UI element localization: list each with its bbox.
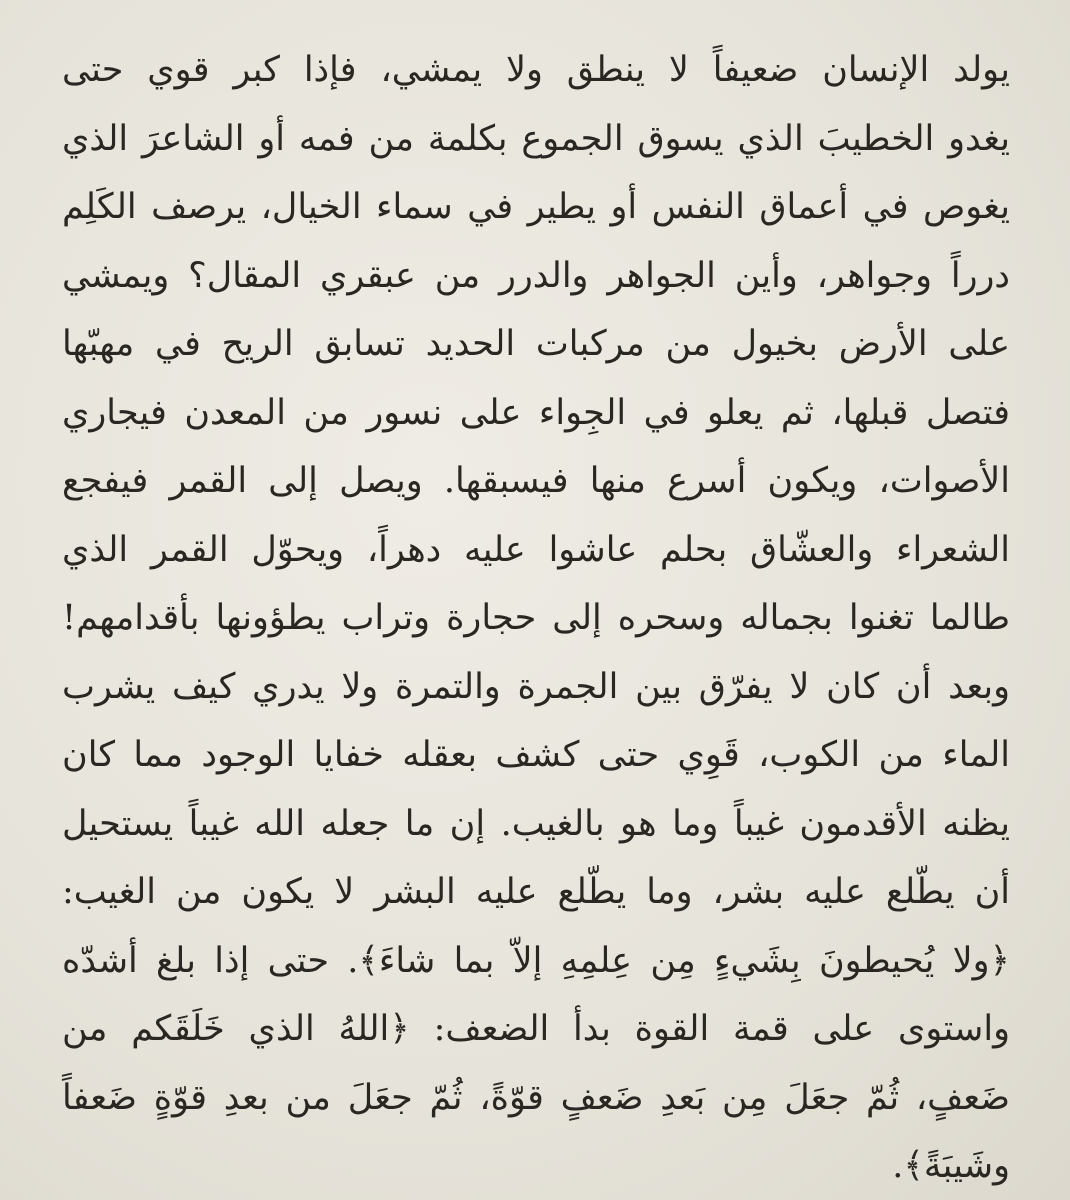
text-line-9: طالما تغنوا بجماله وسحره إلى حجارة وتراب يطؤونها بأقدامهم! (62, 598, 1010, 638)
text-line-15: واستوى على قمة القوة بدأ الضعف: ﴿اللهُ الذي خَلَقَكم من (62, 1009, 1010, 1049)
paragraph-text (62, 36, 1010, 1200)
text-line-3: يغوص في أعماق النفس أو يطير في سماء الخيال، يرصف الكَلِم (62, 187, 1010, 227)
text-line-5: على الأرض بخيول من مركبات الحديد تسابق الريح في مهبّها (62, 324, 1010, 364)
text-line-17: وشَيبَةً﴾. (892, 1146, 1010, 1186)
text-line-10: وبعد أن كان لا يفرّق بين الجمرة والتمرة ولا يدري كيف يشرب (62, 666, 1010, 707)
text-line-12: يظنه الأقدمون غيباً وما هو بالغيب. إن ما جعله الله غيباً يستحيل (62, 803, 1010, 844)
text-line-7: الأصوات، ويكون أسرع منها فيسبقها. ويصل إلى القمر فيفجع (62, 461, 1010, 501)
text-line-11: الماء من الكوب، قَوِي حتى كشف بعقله خفايا الوجود مما كان (62, 735, 1010, 775)
text-line-13: أن يطّلع عليه بشر، وما يطّلع عليه البشر لا يكون من الغيب: (62, 872, 1010, 912)
text-line-6: فتصل قبلها، ثم يعلو في الجِواء على نسور من المعدن فيجاري (62, 392, 1010, 433)
text-line-2: يغدو الخطيبَ الذي يسوق الجموع بكلمة من فمه أو الشاعرَ الذي (62, 118, 1010, 159)
text-line-4: درراً وجواهر، وأين الجواهر والدرر من عبقري المقال؟ ويمشي (62, 255, 1010, 296)
text-line-8: الشعراء والعشّاق بحلم عاشوا عليه دهراً، ويحوّل القمر الذي (62, 529, 1010, 570)
text-line-1: يولد الإنسان ضعيفاً لا ينطق ولا يمشي، فإذا كبر قوي حتى (62, 50, 1010, 90)
text-line-14: ﴿ولا يُحيطونَ بِشَيءٍ مِن عِلمِهِ إلاّ بما شاءَ﴾. حتى إذا بلغ أشدّه (62, 940, 1010, 981)
text-line-16: ضَعفٍ، ثُمّ جعَلَ مِن بَعدِ ضَعفٍ قوّةً، ثُمّ جعَلَ من بعدِ قوّةٍ ضَعفاً (62, 1077, 1010, 1118)
